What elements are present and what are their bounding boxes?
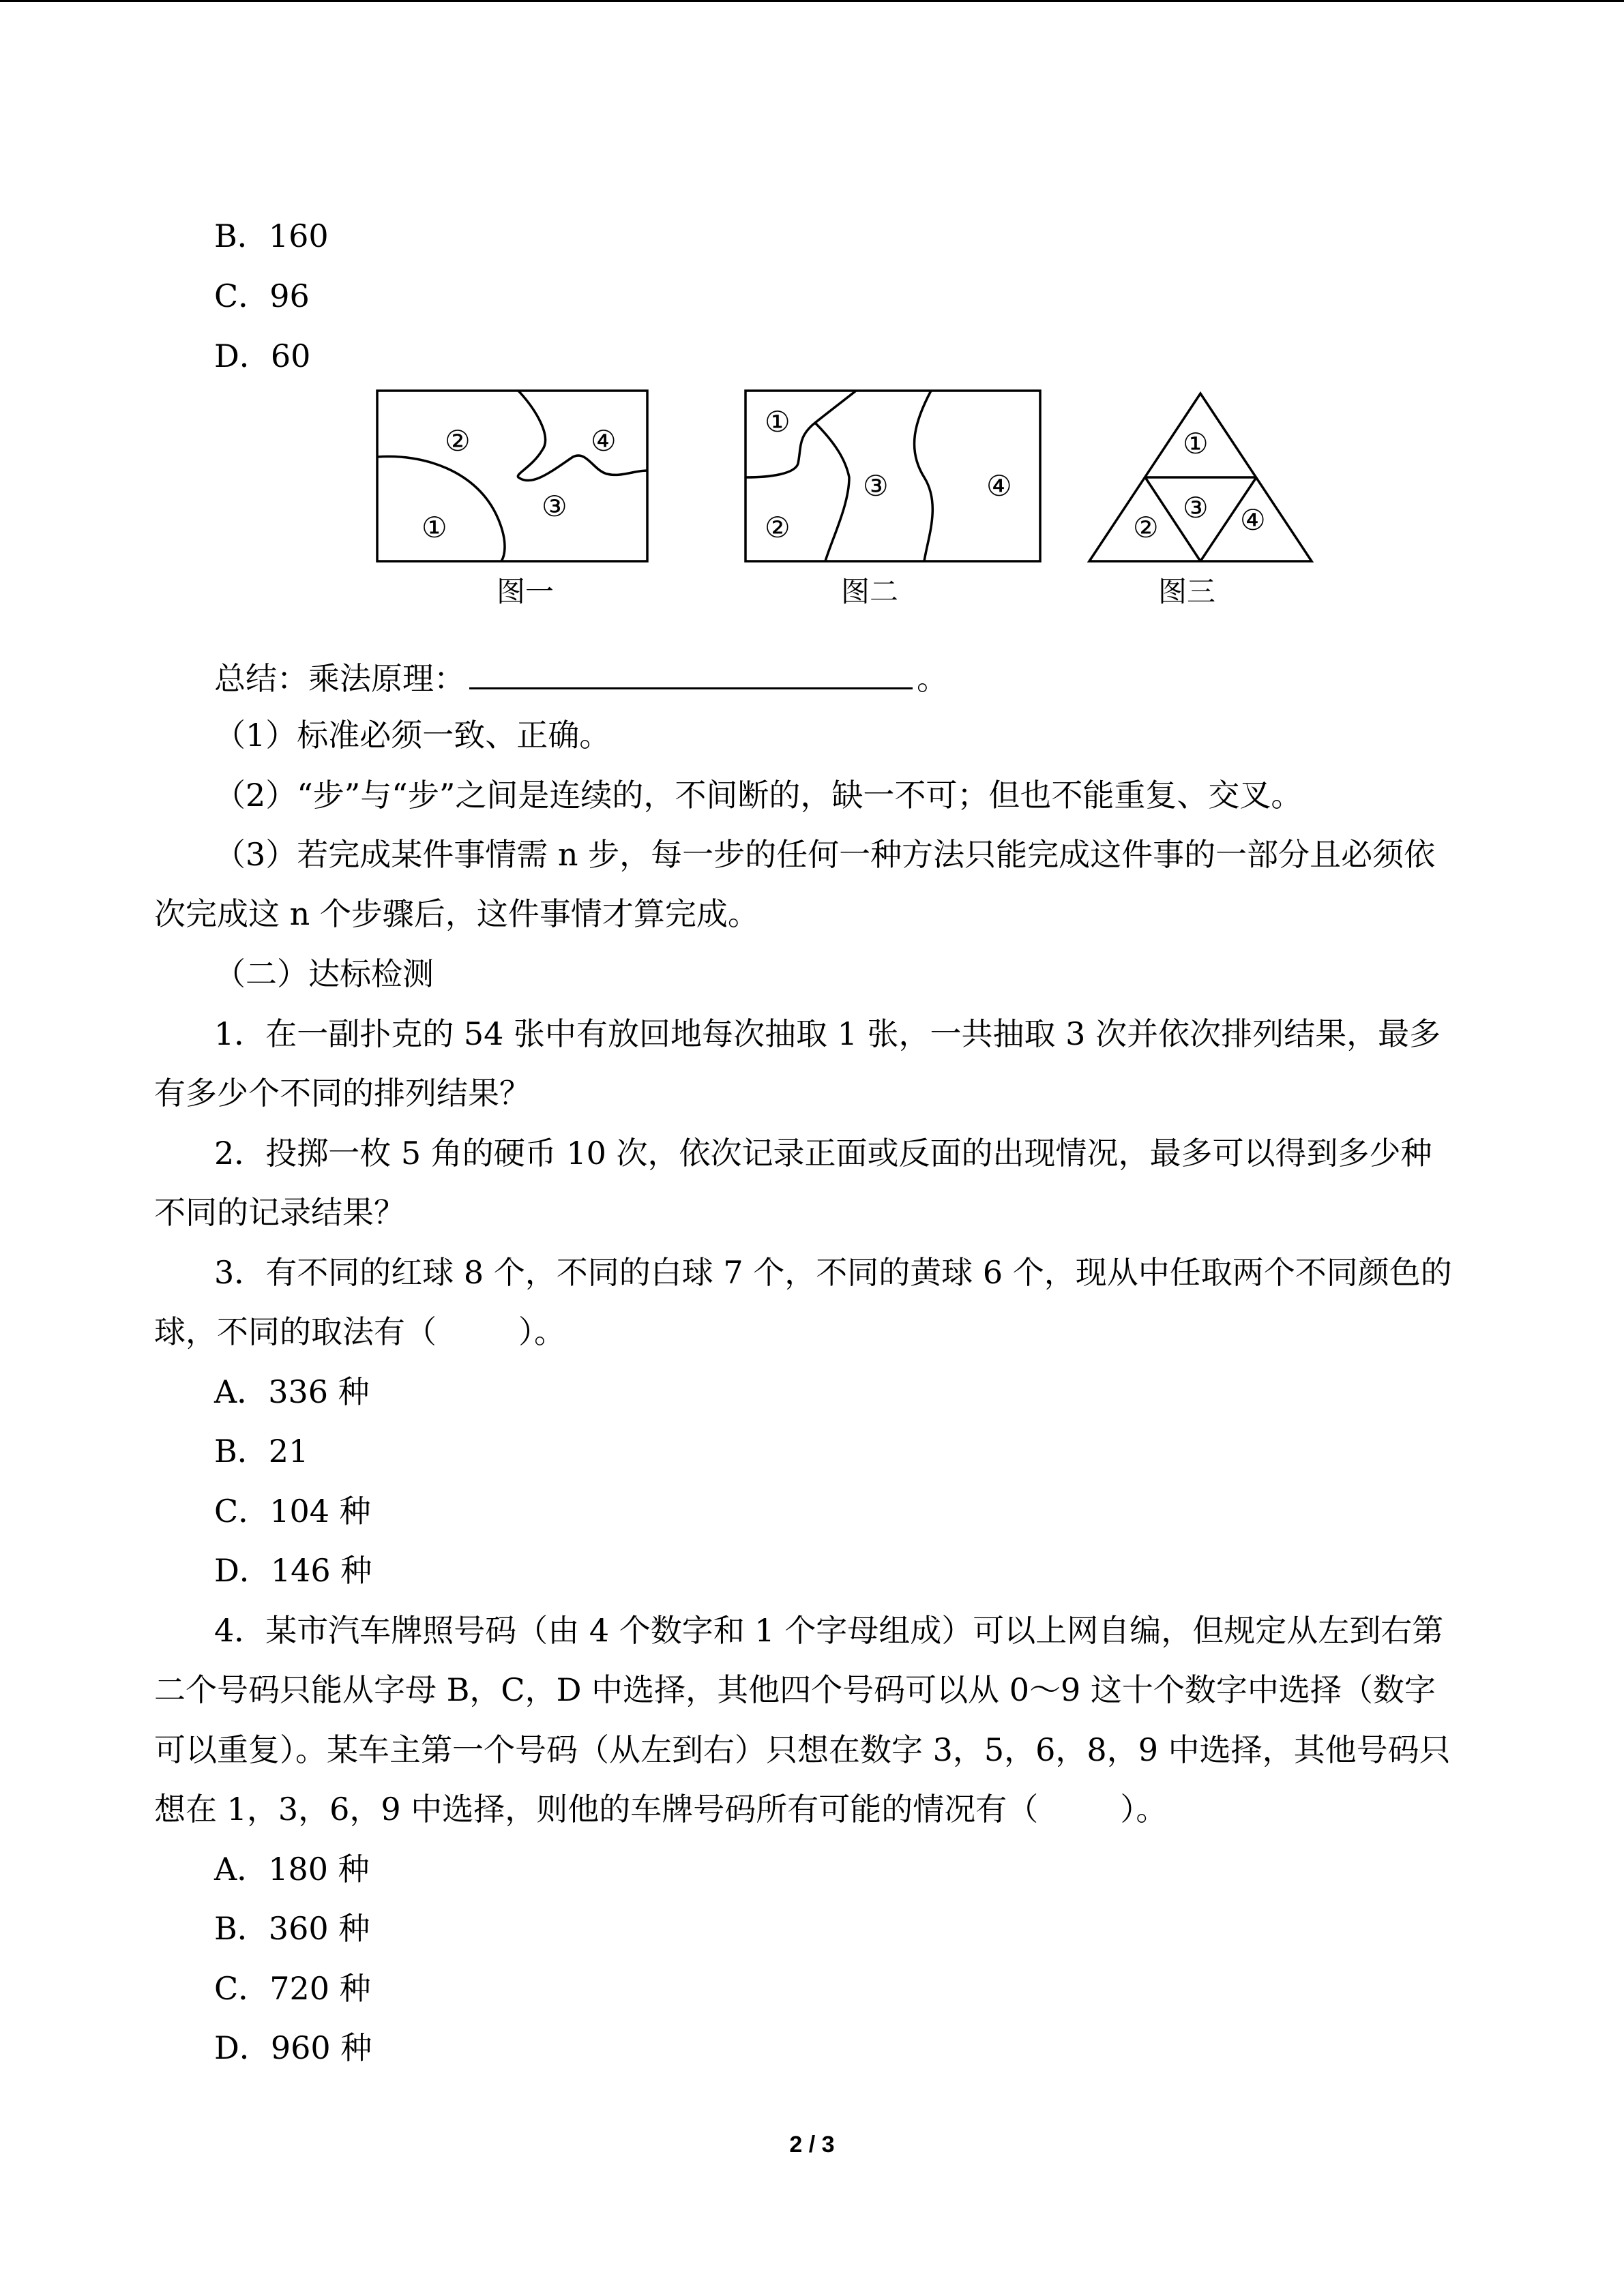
question-3-option-b: B．21 xyxy=(214,1433,309,1470)
question-4-option-a: A．180 种 xyxy=(214,1851,370,1888)
question-4-option-c: C．720 种 xyxy=(214,1970,371,2007)
page-number: 2 / 3 xyxy=(789,2132,835,2158)
summary-point-3-line2: 次完成这 n 个步骤后，这件事情才算完成。 xyxy=(154,895,759,932)
fig2-region-1-label: ① xyxy=(765,405,791,438)
question-4-line2: 二个号码只能从字母 B，C，D 中选择，其他四个号码可以从 0～9 这十个数字中选择（数字 xyxy=(154,1671,1436,1708)
fig3-caption: 图三 xyxy=(1158,575,1216,608)
question-3-line2 xyxy=(154,1313,565,1351)
fig1-region-4-label: ④ xyxy=(591,424,617,458)
fig3-region-4-label: ④ xyxy=(1240,503,1266,537)
question-3-option-a: A．336 种 xyxy=(214,1373,370,1410)
fig2-caption: 图二 xyxy=(841,575,899,608)
fig2-region-4-label: ④ xyxy=(986,469,1012,503)
fig1-region-3-label: ③ xyxy=(542,490,567,523)
option-b-prev: B．160 xyxy=(214,218,329,254)
question-4-option-b: B．360 种 xyxy=(214,1910,370,1947)
fig3-region-3-label: ③ xyxy=(1183,491,1209,524)
figure-three-triangle xyxy=(1089,393,1312,561)
question-4-line4 xyxy=(154,1790,1167,1828)
question-4-option-d: D．960 种 xyxy=(214,2029,372,2066)
question-3-suffix: ）。 xyxy=(518,1313,565,1350)
fig2-region-3-label: ③ xyxy=(863,469,889,503)
figure-one-map xyxy=(377,391,647,561)
option-c-prev: C．96 xyxy=(214,278,310,314)
option-d-prev: D．60 xyxy=(214,338,311,374)
summary-point-2: （2）“步”与“步”之间是连续的，不间断的，缺一不可；但也不能重复、交叉。 xyxy=(214,777,1303,814)
summary-point-1: （1）标准必须一致、正确。 xyxy=(214,717,611,754)
fig3-region-1-label: ① xyxy=(1183,427,1209,460)
question-4-line3: 可以重复）。某车主第一个号码（从左到右）只想在数字 3，5，6，8，9 中选择，其他号码只 xyxy=(154,1731,1451,1768)
question-2-line2: 不同的记录结果？ xyxy=(154,1194,405,1231)
map-coloring-figures xyxy=(0,0,1624,614)
summary-prefix: 总结：乘法原理： xyxy=(214,660,465,697)
summary-line xyxy=(214,656,948,698)
section-title: （二）达标检测 xyxy=(214,955,434,992)
fig3-region-2-label: ② xyxy=(1133,511,1159,544)
question-3-line1: 3．有不同的红球 8 个，不同的白球 7 个，不同的黄球 6 个，现从中任取两个不同颜色的 xyxy=(214,1254,1452,1291)
question-4-prefix: 想在 1，3，6，9 中选择，则他的车牌号码所有可能的情况有（ xyxy=(154,1791,1039,1828)
summary-fill-blank[interactable] xyxy=(469,656,913,689)
fig2-region-2-label: ② xyxy=(765,511,791,544)
question-3-prefix: 球，不同的取法有（ xyxy=(154,1313,437,1350)
question-3-option-c: C．104 种 xyxy=(214,1493,371,1530)
fig1-region-1-label: ① xyxy=(422,511,447,544)
question-1-line2: 有多少个不同的排列结果？ xyxy=(154,1075,531,1112)
question-4-line1: 4．某市汽车牌照号码（由 4 个数字和 1 个字母组成）可以上网自编，但规定从左到右第 xyxy=(214,1612,1444,1649)
question-3-option-d: D．146 种 xyxy=(214,1552,372,1589)
summary-suffix: 。 xyxy=(917,660,948,697)
summary-point-3-line1: （3）若完成某件事情需 n 步，每一步的任何一种方法只能完成这件事的一部分且必须依 xyxy=(214,836,1436,873)
fig1-caption: 图一 xyxy=(497,575,555,608)
fig1-region-2-label: ② xyxy=(445,424,471,458)
question-4-suffix: ）。 xyxy=(1120,1791,1168,1828)
question-1-line1: 1．在一副扑克的 54 张中有放回地每次抽取 1 张，一共抽取 3 次并依次排列结果，最多 xyxy=(214,1015,1441,1052)
question-2-line1: 2．投掷一枚 5 角的硬币 10 次，依次记录正面或反面的出现情况，最多可以得到多少种 xyxy=(214,1135,1432,1172)
